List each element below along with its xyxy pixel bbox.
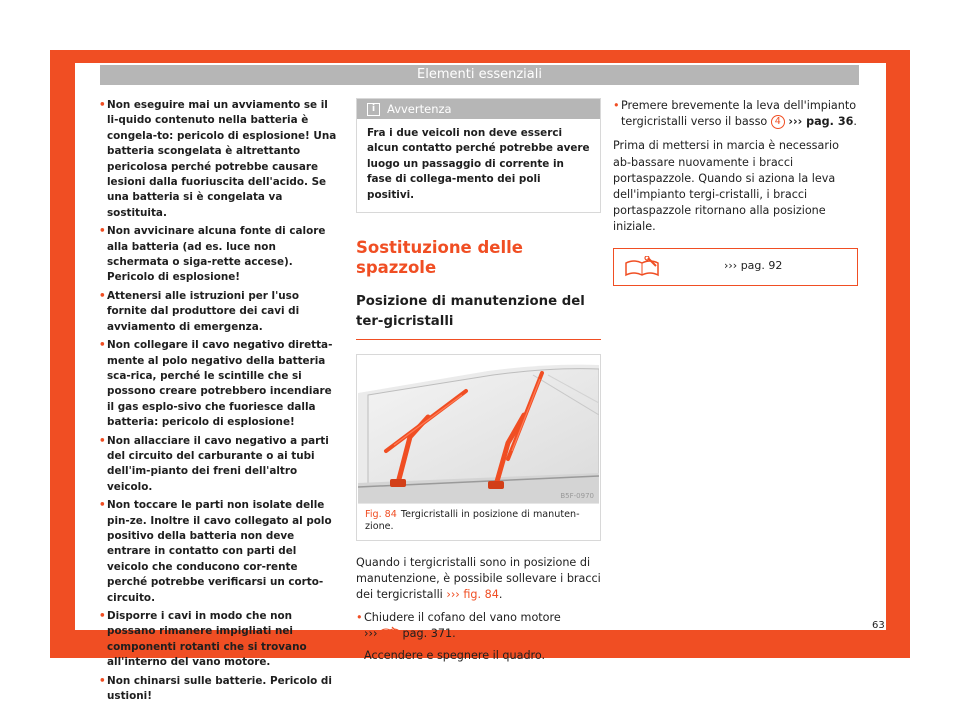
header-bar xyxy=(100,65,859,85)
list-item: • Premere brevemente la leva dell'impianto tergicristalli verso il basso 4 ››› pag. 36. xyxy=(613,99,857,129)
list-item: • Attenersi alle istruzioni per l'uso fornite dal produttore dei cavi di avviamento di emergenza. xyxy=(99,289,300,333)
reference-link[interactable]: ››› pag. 92 xyxy=(724,258,783,272)
figure-link[interactable]: ››› fig. 84 xyxy=(446,588,499,602)
warning-label: Avvertenza xyxy=(387,102,452,116)
list-item: • Non eseguire mai un avviamento se il li-quido contenuto nella batteria è congela-to: pericolo di esplosione! Una batteria scongelata è altrettanto pericolosa perché potrebbe causare lesioni dalla fuoriuscita dell'acido. Se una batteria si è congelata va sostituita. xyxy=(99,99,337,219)
callout-number: 4 xyxy=(771,115,785,129)
header-title: Elementi essenziali xyxy=(417,67,542,82)
bullet-dot-icon: • xyxy=(99,225,106,238)
figure-box xyxy=(356,354,601,541)
section-title: Sostituzione delle spazzole xyxy=(356,238,523,278)
bullet-dot-icon: • xyxy=(356,610,363,624)
list-item: • Chiudere il cofano del vano motore ››› pag. 371. xyxy=(356,610,561,640)
list-item: • Non toccare le parti non isolate delle pin-ze. Inoltre il cavo collegato al polo positivo della batteria non deve entrare in contatto con parti del veicolo che conducono cor-rente perché potrebbe verificarsi un corto-circuito. xyxy=(99,499,332,604)
warning-header xyxy=(357,99,600,119)
book-wrench-icon xyxy=(381,626,399,638)
bullet-dot-icon: • xyxy=(99,674,106,687)
list-item: • Non collegare il cavo negativo diretta-mente al polo negativo della batteria sca-rica, perché le scintille che si possono creare potrebbero incendiare il gas esplo-sivo che fuoriesce dalla batteria: pericolo di esplosione! xyxy=(99,339,333,429)
book-wrench-icon xyxy=(624,256,664,278)
figure-code: B5F-0970 xyxy=(560,492,594,501)
bullet-dot-icon: • xyxy=(99,99,106,111)
bullet-dot-icon: • xyxy=(99,610,106,622)
page-link[interactable]: pag. 371 xyxy=(402,626,453,640)
list-item: • Disporre i cavi in modo che non possano rimanere impigliati nei componenti rotanti che si trovano all'interno del vano motore. xyxy=(99,610,307,669)
column-warnings xyxy=(99,98,337,707)
bullet-dot-icon: • xyxy=(99,499,106,512)
column-right xyxy=(613,98,859,286)
warning-box xyxy=(356,98,601,213)
figure-caption xyxy=(357,504,600,540)
paragraph: Prima di mettersi in marcia è necessario ab-bassare nuovamente i bracci portaspazzole. Quando si aziona la leva dell'impianto tergi-cristalli, i bracci portaspazzole ritornano alla posizione iniziale. xyxy=(613,139,839,234)
figure-caption-text: Tergicristalli in posizione di manuten-zione. xyxy=(365,509,580,533)
bullet-dot-icon: • xyxy=(99,434,106,447)
bullet-dot-icon: • xyxy=(99,339,106,352)
warning-text: Fra i due veicoli non deve esserci alcun contatto perché potrebbe avere luogo un passaggio di corrente in fase di collega-mento dei poli positivi. xyxy=(367,127,590,201)
column-middle xyxy=(356,98,601,664)
bullet-dot-icon: • xyxy=(613,99,620,112)
page-link[interactable]: ››› pag. 36 xyxy=(788,115,854,129)
bullet-dot-icon: • xyxy=(99,289,106,302)
page-number: 63 xyxy=(872,620,885,631)
reference-box xyxy=(613,248,858,286)
paragraph: Quando i tergicristalli sono in posizione di manutenzione, è possibile sollevare i bracci dei tergicristalli ››› fig. 84. xyxy=(356,556,601,602)
subsection-title: Posizione di manutenzione del ter-gicristalli xyxy=(356,292,601,340)
list-item: • Non chinarsi sulle batterie. Pericolo di ustioni! xyxy=(99,674,332,703)
list-item: • Non avvicinare alcuna fonte di calore alla batteria (ad es. luce non schermata o siga-rette accese). Pericolo di esplosione! xyxy=(99,225,326,284)
list-item: • Non allacciare il cavo negativo a parti del circuito del carburante o ai tubi dell'im-pianto dei freni dell'altro veicolo. xyxy=(99,434,329,493)
figure-label: Fig. 84 xyxy=(365,509,397,521)
list-item: • Accendere e spegnere il quadro. xyxy=(356,648,601,664)
info-icon: i xyxy=(367,103,380,116)
bullet-dot-icon: • xyxy=(356,649,363,663)
wiper-maintenance-illustration xyxy=(358,355,599,504)
